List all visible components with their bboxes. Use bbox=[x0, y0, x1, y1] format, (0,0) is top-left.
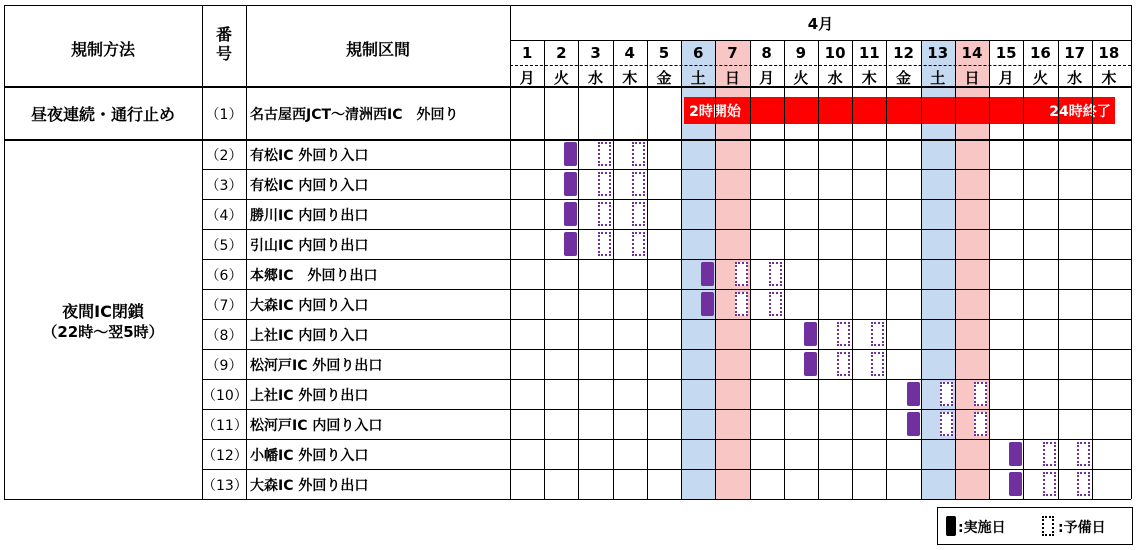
exec-day-mark bbox=[564, 142, 577, 166]
band-start-label: 2時開始 bbox=[689, 104, 741, 120]
day-of-week: 月 bbox=[519, 69, 535, 87]
day-number: 6 bbox=[692, 44, 704, 62]
day-of-week: 木 bbox=[622, 69, 638, 87]
row-number: （9） bbox=[205, 358, 243, 374]
day-number: 7 bbox=[727, 44, 738, 62]
exec-day-mark bbox=[804, 352, 817, 376]
spare-day-mark bbox=[632, 202, 645, 226]
day-number: 16 bbox=[1029, 44, 1051, 62]
spare-day-mark bbox=[974, 412, 987, 436]
day-of-week: 水 bbox=[827, 69, 843, 87]
day-number: 9 bbox=[795, 44, 807, 62]
exec-day-mark bbox=[564, 232, 577, 256]
exec-day-mark bbox=[1009, 442, 1022, 466]
row-section: 大森IC 内回り入口 bbox=[250, 298, 369, 314]
group-label-night: 夜間IC閉鎖 bbox=[62, 302, 144, 321]
row-section: 有松IC 内回り入口 bbox=[250, 178, 369, 194]
spare-day-mark bbox=[1077, 472, 1090, 496]
spare-day-mark bbox=[940, 382, 953, 406]
spare-day-mark bbox=[1077, 442, 1090, 466]
row-number: （3） bbox=[205, 178, 243, 194]
grid-vline-day bbox=[715, 40, 716, 499]
grid-vline-day bbox=[613, 40, 614, 499]
day-of-week: 木 bbox=[1101, 69, 1117, 87]
grid-vline-day bbox=[989, 40, 990, 499]
day-of-week: 火 bbox=[793, 69, 809, 87]
exec-day-mark bbox=[907, 412, 920, 436]
grid-hline-month bbox=[510, 40, 1131, 41]
grid-hline-row bbox=[202, 199, 1131, 200]
grid-hline-bottom bbox=[4, 499, 1131, 500]
row-number: （12） bbox=[202, 448, 248, 464]
legend-spare-swatch bbox=[1042, 516, 1054, 536]
spare-day-mark bbox=[871, 352, 884, 376]
day-number: 15 bbox=[995, 44, 1017, 62]
grid-vline-day bbox=[921, 40, 922, 499]
row-number: （8） bbox=[205, 328, 243, 344]
exec-day-mark bbox=[564, 172, 577, 196]
grid-hline-row bbox=[202, 169, 1131, 170]
row-section: 上社IC 内回り入口 bbox=[250, 328, 369, 344]
row-number: （7） bbox=[205, 298, 243, 314]
header-method: 規制方法 bbox=[70, 40, 135, 59]
grid-vline-day bbox=[1023, 40, 1024, 499]
grid-hline-row bbox=[202, 349, 1131, 350]
legend-exec-swatch bbox=[946, 516, 956, 536]
row-number: （5） bbox=[205, 238, 243, 254]
day-number: 12 bbox=[893, 44, 914, 62]
row-section: 本郷IC 外回り出口 bbox=[250, 268, 378, 284]
row-section: 松河戸IC 内回り入口 bbox=[250, 418, 383, 434]
row-number: （4） bbox=[205, 208, 243, 224]
grid-hline-dow bbox=[510, 65, 1131, 66]
day-number: 13 bbox=[927, 44, 949, 62]
row-number: （13） bbox=[202, 478, 248, 494]
grid-vline-day bbox=[852, 40, 853, 499]
band-end-label: 24時終了 bbox=[1049, 104, 1111, 120]
row-section: 上社IC 外回り出口 bbox=[250, 388, 369, 404]
grid-vline-day bbox=[818, 40, 819, 499]
day-number: 4 bbox=[624, 44, 635, 62]
day-of-week: 木 bbox=[861, 69, 877, 87]
day-of-week: 金 bbox=[896, 69, 912, 87]
header-number: 番 号 bbox=[215, 25, 232, 63]
legend bbox=[937, 507, 1133, 545]
day-number: 11 bbox=[858, 44, 880, 62]
grid-hline-row bbox=[202, 379, 1131, 380]
row-section: 引山IC 内回り出口 bbox=[250, 238, 369, 254]
row-number: （1） bbox=[205, 106, 243, 123]
day-of-week: 水 bbox=[588, 69, 604, 87]
day-number: 8 bbox=[761, 44, 772, 62]
exec-day-mark bbox=[907, 382, 920, 406]
spare-day-mark bbox=[974, 382, 987, 406]
grid-vline-day bbox=[647, 40, 648, 499]
day-of-week: 火 bbox=[1032, 69, 1048, 87]
legend-spare-label: :予備日 bbox=[1058, 520, 1106, 536]
grid-hline-row bbox=[202, 259, 1131, 260]
grid-hline-top bbox=[4, 5, 1131, 6]
spare-day-mark bbox=[1043, 442, 1056, 466]
day-of-week: 土 bbox=[930, 69, 946, 87]
row-number: （11） bbox=[202, 418, 248, 434]
exec-day-mark bbox=[804, 322, 817, 346]
exec-day-mark bbox=[564, 202, 577, 226]
day-of-week: 日 bbox=[724, 69, 740, 87]
grid-vline-day bbox=[578, 40, 579, 499]
group-label-continuous: 昼夜連続・通行止め bbox=[30, 105, 175, 124]
row-section: 大森IC 外回り出口 bbox=[250, 478, 369, 494]
header-section: 規制区間 bbox=[345, 40, 410, 59]
exec-day-mark bbox=[701, 292, 714, 316]
spare-day-mark bbox=[769, 292, 782, 316]
group-sublabel-night: （22時～翌5時） bbox=[42, 323, 164, 341]
day-number: 5 bbox=[658, 44, 670, 62]
day-of-week: 火 bbox=[553, 69, 569, 87]
spare-day-mark bbox=[632, 172, 645, 196]
spare-day-mark bbox=[837, 352, 850, 376]
spare-day-mark bbox=[598, 142, 611, 166]
row-section: 名古屋西JCT～清洲西IC 外回り bbox=[250, 106, 459, 123]
spare-day-mark bbox=[632, 142, 645, 166]
row-section: 勝川IC 内回り出口 bbox=[250, 208, 369, 224]
grid-hline-row bbox=[202, 469, 1131, 470]
spare-day-mark bbox=[940, 412, 953, 436]
day-number: 10 bbox=[824, 44, 846, 62]
spare-day-mark bbox=[598, 172, 611, 196]
day-of-week: 月 bbox=[998, 69, 1014, 87]
grid-vline-left bbox=[4, 5, 5, 499]
grid-hline-row bbox=[202, 229, 1131, 230]
grid-vline-right bbox=[1131, 5, 1132, 499]
grid-vline-day bbox=[681, 40, 682, 499]
grid-hline-row bbox=[202, 439, 1131, 440]
grid-hline-row bbox=[202, 409, 1131, 410]
row-section: 小幡IC 外回り入口 bbox=[250, 448, 369, 464]
day-number: 3 bbox=[590, 44, 601, 62]
grid-hline-row bbox=[202, 289, 1131, 290]
day-of-week: 日 bbox=[964, 69, 980, 87]
grid-vline-day bbox=[750, 40, 751, 499]
day-number: 18 bbox=[1098, 44, 1120, 62]
day-of-week: 土 bbox=[690, 69, 706, 87]
spare-day-mark bbox=[871, 322, 884, 346]
row-section: 有松IC 外回り入口 bbox=[250, 148, 369, 164]
grid-vline-day bbox=[784, 40, 785, 499]
grid-hline-group bbox=[4, 139, 1131, 141]
header-month: 4月 bbox=[807, 15, 834, 33]
legend-exec-label: :実施日 bbox=[958, 520, 1006, 536]
day-of-week: 月 bbox=[759, 69, 775, 87]
day-of-week: 水 bbox=[1067, 69, 1083, 87]
grid-vline-day bbox=[886, 40, 887, 499]
row-section: 松河戸IC 外回り出口 bbox=[250, 358, 383, 374]
spare-day-mark bbox=[735, 262, 748, 286]
grid-hline-row bbox=[202, 319, 1131, 320]
spare-day-mark bbox=[632, 232, 645, 256]
spare-day-mark bbox=[837, 322, 850, 346]
day-number: 17 bbox=[1064, 44, 1086, 62]
day-number: 2 bbox=[556, 44, 567, 62]
spare-day-mark bbox=[769, 262, 782, 286]
spare-day-mark bbox=[598, 202, 611, 226]
spare-day-mark bbox=[598, 232, 611, 256]
grid-vline-day bbox=[1092, 40, 1093, 499]
grid-vline-day bbox=[544, 40, 545, 499]
grid-vline-day bbox=[955, 40, 956, 499]
exec-day-mark bbox=[701, 262, 714, 286]
row-number: （2） bbox=[205, 148, 243, 164]
grid-vline-day bbox=[1058, 40, 1059, 499]
day-number: 1 bbox=[521, 44, 533, 62]
spare-day-mark bbox=[735, 292, 748, 316]
spare-day-mark bbox=[1043, 472, 1056, 496]
row-number: （6） bbox=[205, 268, 243, 284]
row-number: （10） bbox=[202, 388, 248, 404]
day-number: 14 bbox=[961, 44, 983, 62]
exec-day-mark bbox=[1009, 472, 1022, 496]
day-of-week: 金 bbox=[656, 69, 672, 87]
